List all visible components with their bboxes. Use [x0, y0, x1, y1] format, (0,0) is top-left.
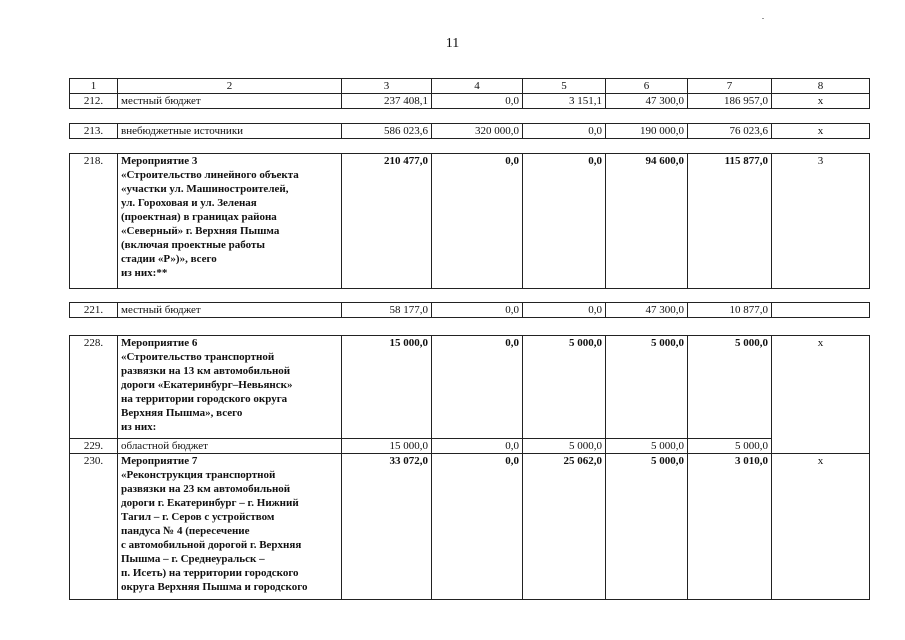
cell-col-4: 0,0 — [432, 336, 523, 439]
row-number: 230. — [70, 454, 118, 600]
cell-col-4: 320 000,0 — [432, 124, 523, 139]
cell-col-6: 94 600,0 — [606, 154, 688, 289]
row-number: 221. — [70, 303, 118, 318]
row-number: 229. — [70, 439, 118, 454]
cell-col-3: 210 477,0 — [342, 154, 432, 289]
table-block-221 — [69, 302, 870, 318]
table-block-218 — [69, 153, 870, 289]
table-block-228-230 — [69, 335, 870, 600]
header-col-1: 1 — [70, 79, 118, 94]
header-col-6: 6 — [606, 79, 688, 94]
cell-col-5: 5 000,0 — [523, 439, 606, 454]
cell-col-8: x — [772, 336, 870, 454]
table-row-229 — [70, 439, 870, 454]
header-col-3: 3 — [342, 79, 432, 94]
cell-col-3: 58 177,0 — [342, 303, 432, 318]
cell-col-8: x — [772, 124, 870, 139]
cell-col-5: 3 151,1 — [523, 94, 606, 109]
cell-col-7: 10 877,0 — [688, 303, 772, 318]
cell-col-6: 5 000,0 — [606, 454, 688, 600]
cell-col-4: 0,0 — [432, 303, 523, 318]
table-row-212 — [70, 94, 870, 109]
row-number: 212. — [70, 94, 118, 109]
table-block-213 — [69, 123, 870, 139]
cell-col-3: 15 000,0 — [342, 336, 432, 439]
page-number: 11 — [445, 36, 460, 51]
cell-col-7: 115 877,0 — [688, 154, 772, 289]
cell-col-4: 0,0 — [432, 439, 523, 454]
cell-col-4: 0,0 — [432, 94, 523, 109]
cell-col-7: 3 010,0 — [688, 454, 772, 600]
cell-col-5: 0,0 — [523, 303, 606, 318]
cell-col-5: 0,0 — [523, 154, 606, 289]
header-col-5: 5 — [523, 79, 606, 94]
cell-col-8 — [772, 303, 870, 318]
table-row-221 — [70, 303, 870, 318]
header-col-7: 7 — [688, 79, 772, 94]
row-name: внебюджетные источники — [118, 124, 342, 139]
row-number: 228. — [70, 336, 118, 439]
cell-col-7: 5 000,0 — [688, 439, 772, 454]
row-name: местный бюджет — [118, 303, 342, 318]
cell-col-6: 47 300,0 — [606, 303, 688, 318]
header-row — [70, 79, 870, 94]
table-row-228 — [70, 336, 870, 439]
header-col-2: 2 — [118, 79, 342, 94]
cell-col-3: 586 023,6 — [342, 124, 432, 139]
table-block-header — [69, 78, 870, 109]
cell-col-6: 190 000,0 — [606, 124, 688, 139]
cell-col-7: 76 023,6 — [688, 124, 772, 139]
cell-col-5: 25 062,0 — [523, 454, 606, 600]
row-name: Мероприятие 7 «Реконструкция транспортной развязки на 23 км автомобильной дороги г. Екатеринбург – г. Нижний Тагил – г. Серов с устройством пандуса № 4 (пересечение с автомобильной дорогой г. Верхняя Пышма – г. Среднеуральск – п. Исеть) на территории городского округа Верхняя Пышма и городского — [118, 454, 342, 600]
row-number: 218. — [70, 154, 118, 289]
row-name: областной бюджет — [118, 439, 342, 454]
cell-col-3: 237 408,1 — [342, 94, 432, 109]
row-number: 213. — [70, 124, 118, 139]
cell-col-8: x — [772, 94, 870, 109]
scan-artifact — [762, 18, 764, 19]
cell-col-6: 5 000,0 — [606, 336, 688, 439]
row-name: местный бюджет — [118, 94, 342, 109]
row-name: Мероприятие 6 «Строительство транспортной развязки на 13 км автомобильной дороги «Екатеринбург–Невьянск» на территории городского округа Верхняя Пышма», всего из них: — [118, 336, 342, 439]
table-row-218 — [70, 154, 870, 289]
cell-col-6: 5 000,0 — [606, 439, 688, 454]
table-row-230 — [70, 454, 870, 600]
cell-col-7: 186 957,0 — [688, 94, 772, 109]
table-row-213 — [70, 124, 870, 139]
cell-col-6: 47 300,0 — [606, 94, 688, 109]
header-col-4: 4 — [432, 79, 523, 94]
header-col-8: 8 — [772, 79, 870, 94]
cell-col-8: 3 — [772, 154, 870, 289]
cell-col-5: 5 000,0 — [523, 336, 606, 439]
cell-col-7: 5 000,0 — [688, 336, 772, 439]
cell-col-8: x — [772, 454, 870, 600]
cell-col-5: 0,0 — [523, 124, 606, 139]
cell-col-4: 0,0 — [432, 154, 523, 289]
row-name: Мероприятие 3 «Строительство линейного объекта «участки ул. Машиностроителей, ул. Гороховая и ул. Зеленая (проектная) в границах района «Северный» г. Верхняя Пышма (включая проектные работы стадии «Р»)», всего из них:** — [118, 154, 342, 289]
cell-col-3: 15 000,0 — [342, 439, 432, 454]
cell-col-3: 33 072,0 — [342, 454, 432, 600]
cell-col-4: 0,0 — [432, 454, 523, 600]
